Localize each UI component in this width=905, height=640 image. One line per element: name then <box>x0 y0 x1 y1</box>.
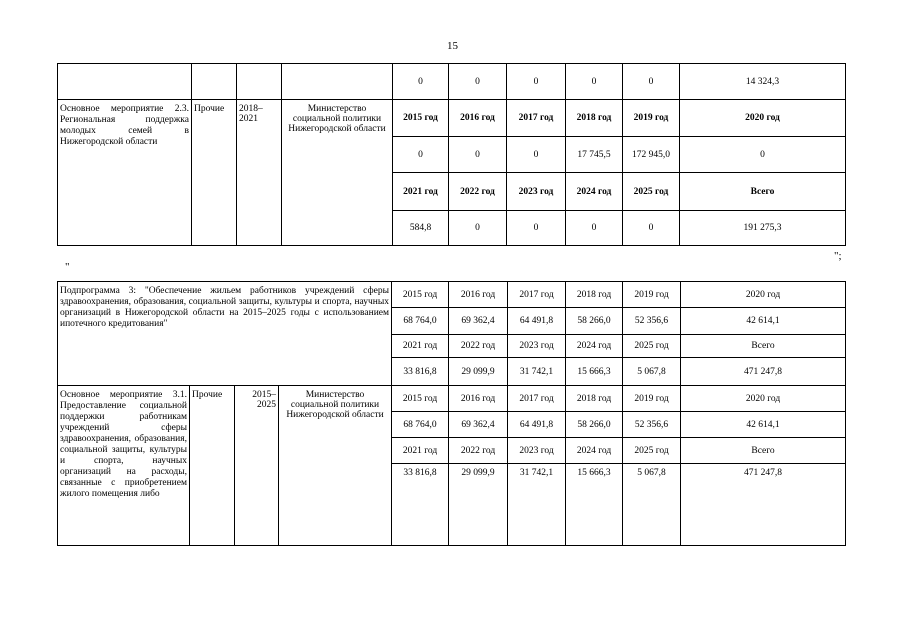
empty-cell <box>237 64 282 100</box>
year-header: 2017 год <box>508 386 566 412</box>
measure-type: Прочие <box>190 386 235 546</box>
value-cell: 172 945,0 <box>623 137 680 173</box>
year-header: 2024 год <box>566 173 623 211</box>
year-header: 2024 год <box>566 438 623 464</box>
value-cell: 68 764,0 <box>392 412 449 438</box>
value-cell: 0 <box>623 64 680 100</box>
year-header: 2024 год <box>566 335 623 358</box>
empty-cell <box>58 64 192 100</box>
value-cell: 15 666,3 <box>566 358 623 386</box>
value-cell: 29 099,9 <box>449 358 508 386</box>
value-cell: 42 614,1 <box>681 308 846 335</box>
year-header: 2022 год <box>449 173 507 211</box>
year-header: 2018 год <box>566 100 623 137</box>
value-cell: 0 <box>680 137 846 173</box>
year-header: 2019 год <box>623 386 681 412</box>
year-header: 2022 год <box>449 335 508 358</box>
value-cell: 0 <box>507 137 566 173</box>
value-cell: 64 491,8 <box>508 412 566 438</box>
year-header: 2019 год <box>623 282 681 308</box>
value-cell: 5 067,8 <box>623 358 681 386</box>
value-cell: 52 356,6 <box>623 412 681 438</box>
value-cell: 58 266,0 <box>566 308 623 335</box>
table-row <box>58 100 846 137</box>
value-cell: 0 <box>449 64 507 100</box>
measure-period: 2018–2021 <box>237 100 282 246</box>
year-header: 2016 год <box>449 386 508 412</box>
value-cell: 52 356,6 <box>623 308 681 335</box>
year-header: 2020 год <box>681 386 846 412</box>
year-header: 2025 год <box>623 173 680 211</box>
year-header: 2017 год <box>508 282 566 308</box>
measure-name: Основное мероприятие 3.1. Предоставление социальной поддержки работникам учреждений сферы здравоохранения, образования, социальной защиты, культуры и спорта, научных организаций на расходы, связанные с приобретением жилого помещения либо <box>58 386 190 546</box>
value-cell: 14 324,3 <box>680 64 846 100</box>
measure-period: 2015–2025 <box>235 386 279 546</box>
table-subprogram-3 <box>57 281 846 546</box>
table-row <box>58 64 846 100</box>
year-header: 2023 год <box>508 438 566 464</box>
value-cell: 471 247,8 <box>681 464 846 546</box>
table-row <box>58 386 846 412</box>
year-header: 2025 год <box>623 335 681 358</box>
year-header: 2023 год <box>507 173 566 211</box>
value-cell: 0 <box>566 211 623 246</box>
value-cell: 0 <box>393 64 449 100</box>
year-header: 2025 год <box>623 438 681 464</box>
table-measure-2-3 <box>57 63 846 246</box>
year-header: 2015 год <box>392 282 449 308</box>
value-cell: 0 <box>449 137 507 173</box>
value-cell: 584,8 <box>393 211 449 246</box>
measure-type: Прочие <box>192 100 237 246</box>
value-cell: 42 614,1 <box>681 412 846 438</box>
value-cell: 5 067,8 <box>623 464 681 546</box>
value-cell: 33 816,8 <box>392 464 449 546</box>
value-cell: 31 742,1 <box>508 464 566 546</box>
year-header: 2017 год <box>507 100 566 137</box>
year-header: 2018 год <box>566 386 623 412</box>
value-cell: 0 <box>507 211 566 246</box>
opening-quote: " <box>65 261 70 273</box>
value-cell: 64 491,8 <box>508 308 566 335</box>
measure-executor: Министерство социальной политики Нижегородской области <box>282 100 393 246</box>
value-cell: 29 099,9 <box>449 464 508 546</box>
value-cell: 68 764,0 <box>392 308 449 335</box>
year-header: 2020 год <box>681 282 846 308</box>
value-cell: 31 742,1 <box>508 358 566 386</box>
subprogram-name: Подпрограмма 3: "Обеспечение жильем работников учреждений сферы здравоохранения, образования, социальной защиты, культуры и спорта, научных организаций в Нижегородской области на 2015–2025 годы с использованием ипотечного кредитования" <box>58 282 392 386</box>
year-header: 2023 год <box>508 335 566 358</box>
value-cell: 17 745,5 <box>566 137 623 173</box>
value-cell: 0 <box>507 64 566 100</box>
empty-cell <box>192 64 237 100</box>
empty-cell <box>282 64 393 100</box>
table-row <box>58 282 846 308</box>
page-number: 15 <box>447 40 458 52</box>
value-cell: 69 362,4 <box>449 412 508 438</box>
year-header: 2022 год <box>449 438 508 464</box>
year-header: 2019 год <box>623 100 680 137</box>
year-header: 2018 год <box>566 282 623 308</box>
year-header: 2020 год <box>680 100 846 137</box>
value-cell: 0 <box>449 211 507 246</box>
measure-executor: Министерство социальной политики Нижегородской области <box>279 386 392 546</box>
year-header: 2021 год <box>392 335 449 358</box>
year-header: 2015 год <box>393 100 449 137</box>
value-cell: 0 <box>393 137 449 173</box>
value-cell: 0 <box>623 211 680 246</box>
year-header: 2021 год <box>393 173 449 211</box>
value-cell: 69 362,4 <box>449 308 508 335</box>
year-header: Всего <box>681 438 846 464</box>
value-cell: 191 275,3 <box>680 211 846 246</box>
value-cell: 33 816,8 <box>392 358 449 386</box>
year-header: 2021 год <box>392 438 449 464</box>
year-header: 2015 год <box>392 386 449 412</box>
value-cell: 471 247,8 <box>681 358 846 386</box>
value-cell: 15 666,3 <box>566 464 623 546</box>
closing-quote: "; <box>834 250 842 262</box>
measure-name: Основное мероприятие 2.3. Региональная поддержка молодых семей в Нижегородской области <box>58 100 192 246</box>
year-header: 2016 год <box>449 282 508 308</box>
year-header: Всего <box>681 335 846 358</box>
year-header: Всего <box>680 173 846 211</box>
year-header: 2016 год <box>449 100 507 137</box>
value-cell: 0 <box>566 64 623 100</box>
value-cell: 58 266,0 <box>566 412 623 438</box>
